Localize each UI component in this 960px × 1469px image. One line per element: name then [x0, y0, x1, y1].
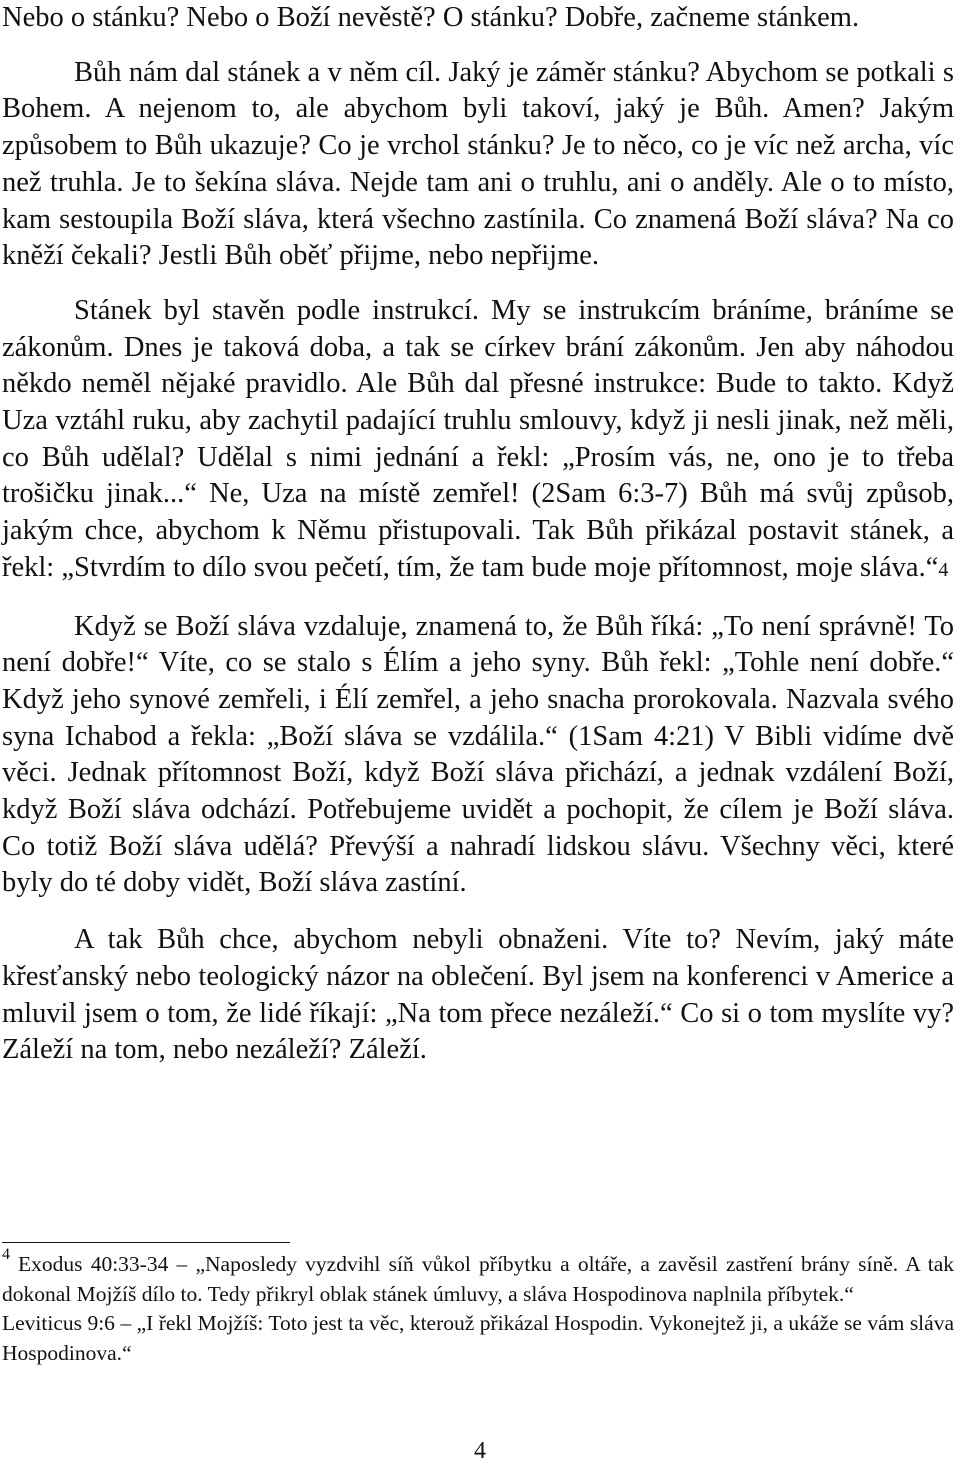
footnote-entry-1 [2, 1246, 954, 1309]
paragraph-4 [2, 609, 954, 903]
footnote-reference: 4 [938, 558, 949, 581]
footnote-entry-1-text: Exodus 40:33-34 – „Naposledy vyzdvihl síň vůkol příbytku a oltáře, a zavěsil zastření brány síně. A tak dokonal Mojžíš dílo to. Tedy přikryl oblak stánek úmluvy, a sláva Hospodinova naplnila příbytek.“ [2, 1252, 954, 1306]
paragraph-5-text: A tak Bůh chce, abychom nebyli obnaženi. Víte to? Nevím, jaký máte křesťanský nebo teologický názor na oblečení. Byl jsem na konferenci v Americe a mluvil jsem o tom, že lidé říkají: „Na tom přece nezáleží.“ Co si o tom myslíte vy? Záleží na tom, nebo nezáleží? Záleží. [2, 924, 954, 1066]
paragraph-1 [2, 0, 954, 37]
paragraph-2 [2, 55, 954, 275]
footnotes [2, 1246, 954, 1368]
footnote-number: 4 [2, 1246, 10, 1263]
paragraph-2-text: Bůh nám dal stánek a v něm cíl. Jaký je záměr stánku? Abychom se potkali s Bohem. A nejenom to, ale abychom byli takoví, jaký je Bůh. Amen? Jakým způsobem to Bůh ukazuje? Co je vrchol stánku? Je to něco, co je víc než archa, víc než truhla. Je to šekína sláva. Nejde tam ani o truhlu, ani o anděly. Ale o to místo, kam sestoupila Boží sláva, která všechno zastínila. Co znamená Boží sláva? Na co kněží čekali? Jestli Bůh oběť přijme, nebo nepřijme. [2, 56, 954, 272]
paragraph-5 [2, 922, 954, 1069]
body-text [2, 0, 954, 1069]
paragraph-3 [2, 293, 954, 589]
paragraph-1-text: Nebo o stánku? Nebo o Boží nevěstě? O stánku? Dobře, začneme stánkem. [2, 2, 860, 33]
page-number: 4 [474, 1438, 486, 1464]
footnote-entry-2 [2, 1309, 954, 1368]
paragraph-4-text: Když se Boží sláva vzdaluje, znamená to, že Bůh říká: „To není správně! To není dobře!“ Víte, co se stalo s Élím a jeho syny. Bůh řekl: „Tohle není dobře.“ Když jeho synové zemřeli, i Élí zemřel, a jeho snacha prorokovala. Nazvala svého syna Ichabod a řekla: „Boží sláva se vzdálila.“ (1Sam 4:21) V Bibli vidíme dvě věci. Jednak přítomnost Boží, když Boží sláva přichází, a jednak vzdálení Boží, když Boží sláva odchází. Potřebujeme uvidět a pochopit, že cílem je Boží sláva. Co totiž Boží sláva udělá? Převýší a nahradí lidskou slávu. Všechny věci, které byly do té doby vidět, Boží sláva zastíní. [2, 610, 954, 899]
footnote-entry-2-text: Leviticus 9:6 – „I řekl Mojžíš: Toto jest ta věc, kterouž přikázal Hospodin. Vykonejtež ji, a ukáže se vám sláva Hospodinova.“ [2, 1311, 954, 1365]
footnote-separator [2, 1242, 290, 1243]
paragraph-3-text: Stánek byl stavěn podle instrukcí. My se instrukcím bráníme, bráníme se zákonům. Dnes je taková doba, a tak se církev brání zákonům. Jen aby náhodou někdo neměl nějaké pravidlo. Ale Bůh dal přesné instrukce: Bude to takto. Když Uza vztáhl ruku, aby zachytil padající truhlu smlouvy, když ji nesli jinak, než měli, co Bůh udělal? Udělal s nimi jednání a řekl: „Prosím vás, ne, ono je to třeba trošičku jinak...“ Ne, Uza na místě zemřel! (2Sam 6:3-7) Bůh má svůj způsob, jakým chce, abychom k Němu přistupovali. Tak Bůh přikázal postavit stánek, a řekl: „Stvrdím to dílo svou pečetí, tím, že tam bude moje přítomnost, moje sláva.“ [2, 294, 954, 583]
